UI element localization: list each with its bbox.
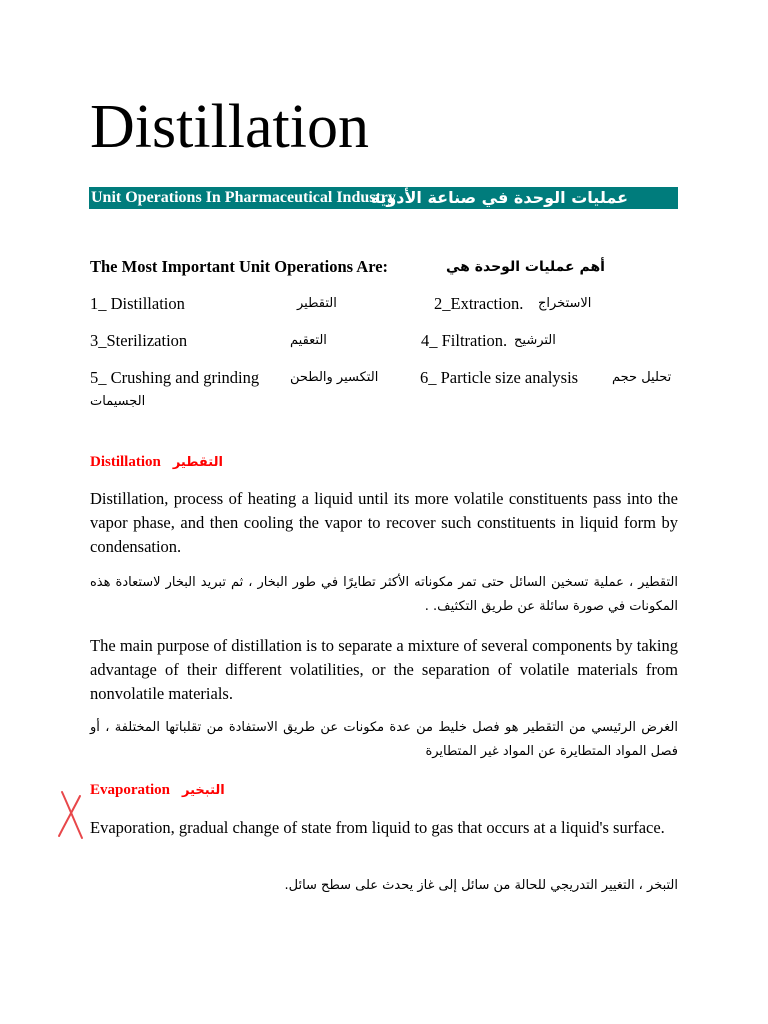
evaporation-paragraph-ar: التبخر ، التغيير التدريجي للحالة من سائل إلى غاز يحدث على سطح سائل. (284, 878, 678, 893)
section-heading-evaporation (90, 782, 225, 799)
list-item-1-ar: التقطير (297, 296, 337, 311)
section-heading-en: Distillation (90, 454, 161, 470)
purpose-paragraph-ar: الغرض الرئيسي من التقطير هو فصل خليط من عدة مكونات عن طريق الاستفادة من تقلباتها المختلفة ، أو فصل المواد المتطايرة عن المواد غير المتطايرة (90, 720, 678, 759)
list-item-3-ar: التعقيم (290, 333, 327, 348)
purpose-paragraph-en: The main purpose of distillation is to separate a mixture of several components by taking advantage of their different volatilities, or the separation of volatile materials from nonvolatile materials. (90, 636, 678, 703)
section-heading-ar: التبخير (182, 783, 225, 798)
list-heading-ar: أهم عمليات الوحدة هي (446, 259, 605, 275)
banner-english: Unit Operations In Pharmaceutical Industry (91, 189, 396, 206)
banner-arabic: عمليات الوحدة في صناعة الأدوية (370, 188, 628, 207)
list-item-1: 1_ Distillation (90, 294, 185, 313)
list-item-4: 4_ Filtration. (421, 331, 508, 350)
list-heading-en: The Most Important Unit Operations Are: (90, 257, 389, 276)
list-item-6-ar-wrap: الجسيمات (90, 394, 146, 409)
list-item-2: 2_Extraction. (434, 294, 524, 313)
list-item-6: 6_ Particle size analysis (420, 368, 579, 387)
list-item-3: 3_Sterilization (90, 331, 188, 350)
list-item-2-ar: الاستخراج (538, 296, 592, 311)
section-heading-en: Evaporation (90, 782, 171, 798)
list-item-5: 5_ Crushing and grinding (90, 368, 260, 387)
list-item-6-ar: تحليل حجم (612, 370, 672, 385)
list-item-5-ar: التكسير والطحن (290, 370, 379, 385)
subtitle-banner (89, 187, 678, 209)
handwritten-x-mark-icon (56, 790, 86, 840)
section-heading-ar: التقطير (172, 455, 223, 470)
list-item-4-ar: الترشيح (514, 333, 556, 348)
page-title: Distillation (90, 93, 369, 161)
distillation-paragraph-en: Distillation, process of heating a liquid until its more volatile constituents pass into the vapor phase, and then cooling the vapor to recover such constituents in liquid form by condensation. (90, 489, 678, 556)
distillation-paragraph-ar: التقطير ، عملية تسخين السائل حتى تمر مكوناته الأكثر تطايرًا في طور البخار ، ثم تبريد البخار لاستعادة هذه المكونات في صورة سائلة عن طريق التكثيف. . (90, 575, 678, 614)
evaporation-paragraph-en: Evaporation, gradual change of state from liquid to gas that occurs at a liquid's surface. (90, 818, 665, 837)
section-heading-distillation (90, 454, 223, 471)
